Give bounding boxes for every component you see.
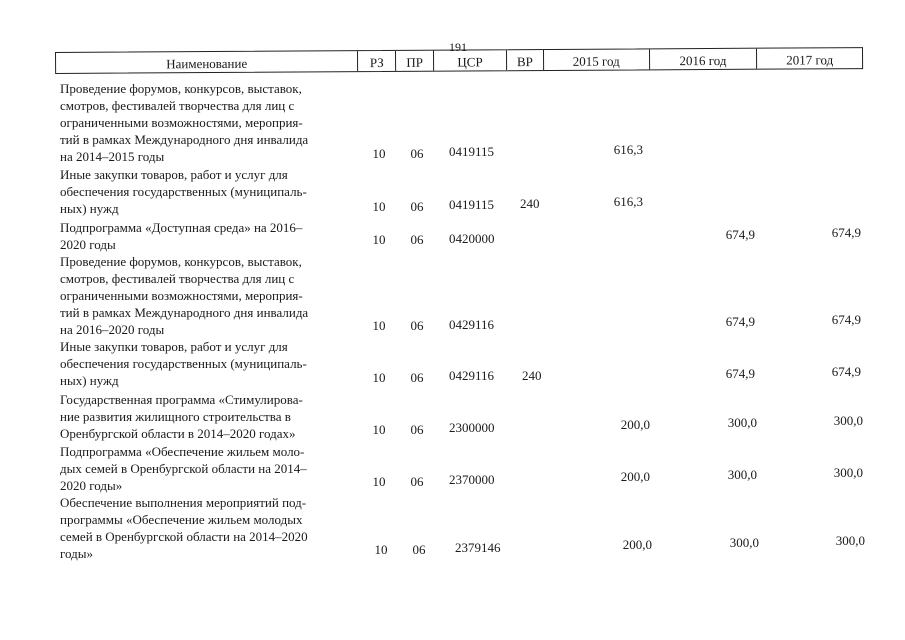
row-name-line: ных) нужд xyxy=(60,201,119,216)
row-name-line: ограниченными возможностями, мероприя- xyxy=(60,115,303,130)
row-2017: 300,0 xyxy=(835,533,865,548)
row-rz: 10 xyxy=(372,232,386,247)
row-name-line: смотров, фестивалей творчества для лиц с xyxy=(60,271,295,286)
header-2017: 2017 год xyxy=(786,52,834,68)
row-pr: 06 xyxy=(410,232,424,247)
row-name-line: Оренбургской области в 2014–2020 годах» xyxy=(60,426,296,441)
row-rz: 10 xyxy=(372,199,386,214)
row-2017: 300,0 xyxy=(833,413,863,428)
header-rz: РЗ xyxy=(358,51,396,71)
header-csr: ЦСР xyxy=(434,50,507,70)
row-name-line: Проведение форумов, конкурсов, выставок, xyxy=(60,254,302,269)
row-name-line: Иные закупки товаров, работ и услуг для xyxy=(60,339,288,354)
row-2016: 674,9 xyxy=(725,366,755,381)
row-2016: 300,0 xyxy=(727,415,757,430)
table-header xyxy=(55,47,863,74)
header-pr: ПР xyxy=(396,51,434,71)
row-name-line: Иные закупки товаров, работ и услуг для xyxy=(60,167,288,182)
row-2015: 200,0 xyxy=(620,417,650,432)
row-name-line: семей в Оренбургской области на 2014–2020 xyxy=(60,529,308,544)
row-pr: 06 xyxy=(410,146,424,161)
row-csr: 0419115 xyxy=(449,144,495,159)
row-name-line: Подпрограмма «Доступная среда» на 2016– xyxy=(60,220,303,235)
row-pr: 06 xyxy=(412,542,426,557)
row-csr: 2370000 xyxy=(449,472,495,487)
row-name-line: тий в рамках Международного дня инвалида xyxy=(60,305,309,320)
row-csr: 0420000 xyxy=(449,231,495,246)
row-csr: 2300000 xyxy=(449,420,495,435)
row-vr: 240 xyxy=(522,368,542,383)
row-2015: 616,3 xyxy=(613,142,643,157)
row-2015: 616,3 xyxy=(613,194,643,209)
header-name: Наименование xyxy=(56,51,358,73)
header-2016: 2016 год xyxy=(650,49,758,70)
row-name-line: Обеспечение выполнения мероприятий под- xyxy=(60,495,307,510)
row-name-line: на 2016–2020 годы xyxy=(60,322,165,337)
row-2017: 674,9 xyxy=(831,225,861,240)
row-name-line: дых семей в Оренбургской области на 2014– xyxy=(60,461,307,476)
header-vr: ВР xyxy=(507,50,544,70)
row-name-line: ограниченными возможностями, мероприя- xyxy=(60,288,303,303)
row-2016: 674,9 xyxy=(725,227,755,242)
row-csr: 0429116 xyxy=(449,368,495,383)
row-name-line: 2020 годы xyxy=(60,237,116,252)
row-name-line: ние развития жилищного строительства в xyxy=(60,409,291,424)
row-name-line: Подпрограмма «Обеспечение жильем моло- xyxy=(60,444,305,459)
row-name-line: программы «Обеспечение жильем молодых xyxy=(60,512,303,527)
row-pr: 06 xyxy=(410,370,424,385)
row-2016: 300,0 xyxy=(727,467,757,482)
row-name-line: на 2014–2015 годы xyxy=(60,149,165,164)
page-number: 191 xyxy=(449,40,467,54)
row-name-line: Государственная программа «Стимулирова- xyxy=(60,392,303,407)
row-pr: 06 xyxy=(410,199,424,214)
row-2015: 200,0 xyxy=(622,537,652,552)
row-rz: 10 xyxy=(374,542,388,557)
row-name-line: обеспечения государственных (муниципаль- xyxy=(60,356,307,371)
row-name-line: тий в рамках Международного дня инвалида xyxy=(60,132,309,147)
row-rz: 10 xyxy=(372,422,386,437)
row-2016: 300,0 xyxy=(729,535,759,550)
row-name-line: годы» xyxy=(60,546,93,561)
row-2017: 300,0 xyxy=(833,465,863,480)
row-2017: 674,9 xyxy=(831,312,861,327)
row-2017: 674,9 xyxy=(831,364,861,379)
row-rz: 10 xyxy=(372,318,386,333)
row-rz: 10 xyxy=(372,370,386,385)
row-rz: 10 xyxy=(372,474,386,489)
row-rz: 10 xyxy=(372,146,386,161)
row-name-line: Проведение форумов, конкурсов, выставок, xyxy=(60,81,302,96)
row-pr: 06 xyxy=(410,422,424,437)
row-vr: 240 xyxy=(520,196,540,211)
row-pr: 06 xyxy=(410,474,424,489)
row-2016: 674,9 xyxy=(725,314,755,329)
row-csr: 2379146 xyxy=(455,540,501,555)
row-csr: 0429116 xyxy=(449,317,495,332)
header-2015: 2015 год xyxy=(544,49,650,70)
row-csr: 0419115 xyxy=(449,197,495,212)
row-name-line: ных) нужд xyxy=(60,373,119,388)
row-pr: 06 xyxy=(410,318,424,333)
row-name-line: обеспечения государственных (муниципаль- xyxy=(60,184,307,199)
row-name-line: 2020 годы» xyxy=(60,478,123,493)
row-2015: 200,0 xyxy=(620,469,650,484)
row-name-line: смотров, фестивалей творчества для лиц с xyxy=(60,98,295,113)
